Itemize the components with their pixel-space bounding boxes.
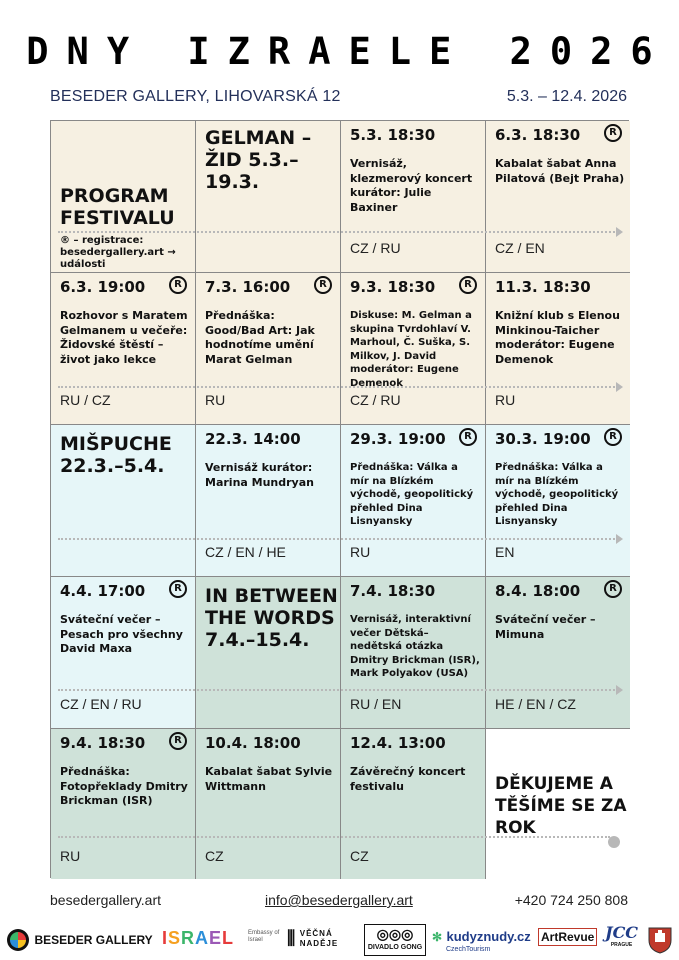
event-language: CZ / EN / RU: [60, 696, 142, 712]
beseder-mark-icon: [6, 928, 30, 952]
israel-logo: ISRAEL: [162, 928, 235, 948]
event-language: HE / EN / CZ: [495, 696, 576, 712]
registration-icon: R: [169, 580, 187, 598]
event-language: CZ / RU: [350, 240, 401, 256]
registration-icon: R: [604, 428, 622, 446]
event-language: CZ / RU: [350, 392, 401, 408]
event-cell: [341, 425, 486, 577]
event-time: 11.3. 18:30: [495, 278, 591, 296]
festival-dates: 5.3. – 12.4. 2026: [506, 88, 627, 105]
email-link[interactable]: info@besedergallery.art: [265, 892, 413, 908]
embassy-logo: Embassy of Israel: [248, 930, 280, 943]
event-time: 6.3. 18:30: [495, 126, 581, 144]
divadlo-gong-logo: ◎◎◎ DIVADLO GONG: [364, 924, 426, 956]
arrow-right-icon: [616, 227, 623, 237]
event-description: Knižní klub s Elenou Minkinou-Taicher moderátor: Eugene Demenok: [495, 309, 620, 366]
venue-address: BESEDER GALLERY, LIHOVARSKÁ 12: [50, 88, 341, 105]
registration-icon: R: [314, 276, 332, 294]
event-description: Sváteční večer – Pesach pro všechny David Maxa: [60, 613, 183, 655]
artrevue-logo: ArtRevue: [538, 928, 597, 946]
event-language: RU: [350, 544, 371, 560]
event-cell: [486, 121, 630, 273]
event-time: 22.3. 14:00: [205, 430, 301, 448]
event-time: 7.4. 18:30: [350, 582, 436, 600]
event-language: RU: [495, 392, 516, 408]
event-cell: [486, 577, 630, 729]
event-description: Přednáška: Válka a mír na Blízkém východě, geopolitický přehled Dina Lisnyansky: [495, 462, 619, 527]
partner-logos: [0, 922, 679, 958]
event-cell: [341, 577, 486, 729]
registration-note: ® – registrace: besedergallery.art → události: [60, 235, 176, 270]
event-description: Rozhovor s Maratem Gelmanem u večeře: Židovské štěstí – život jako lekce: [60, 309, 188, 366]
event-time: 10.4. 18:00: [205, 734, 301, 752]
beseder-logo: BESEDER GALLERY: [6, 928, 153, 952]
arrow-right-icon: [616, 685, 623, 695]
event-language: EN: [495, 544, 515, 560]
event-cell: [486, 425, 630, 577]
event-cell: [341, 273, 486, 425]
event-description: Sváteční večer – Mimuna: [495, 613, 596, 641]
event-description: Přednáška: Fotopřeklady Dmitry Brickman (ISR): [60, 765, 188, 807]
registration-icon: R: [459, 276, 477, 294]
timeline-arrow: [50, 383, 629, 391]
phone-number: +420 724 250 808: [514, 892, 628, 908]
jcc-logo: JCC PRAGUE: [605, 923, 639, 948]
event-time: 7.3. 16:00: [205, 278, 291, 296]
event-language: CZ: [205, 848, 224, 864]
exhibition-cell-gelman: [196, 121, 341, 273]
event-description: Přednáška: Válka a mír na Blízkém východě, geopolitický přehled Dina Lisnyansky: [350, 462, 474, 527]
event-language: RU / CZ: [60, 392, 111, 408]
event-cell: [486, 273, 630, 425]
page-title: DNY IZRAELE 2026: [26, 30, 671, 73]
event-language: CZ / EN / HE: [205, 544, 286, 560]
event-time: 5.3. 18:30: [350, 126, 436, 144]
timeline-arrow: [50, 535, 629, 543]
event-cell: [51, 729, 196, 879]
registration-icon: R: [169, 276, 187, 294]
arrow-right-icon: [616, 534, 623, 544]
timeline-arrow: [50, 686, 629, 694]
thanks-cell: [486, 729, 630, 879]
event-language: CZ: [350, 848, 369, 864]
event-time: 30.3. 19:00: [495, 430, 591, 448]
event-time: 29.3. 19:00: [350, 430, 446, 448]
event-description: Vernisáž, klezmerový koncert kurátor: Julie Baxiner: [350, 157, 473, 214]
exhibition-title: GELMAN – ŽID 5.3.–19.3.: [205, 127, 312, 193]
event-description: Diskuse: M. Gelman a skupina Tvrdohlaví V. Marhoul, Č. Suška, S. Milkov, J. David moderátor: Eugene Demenok: [350, 310, 472, 389]
exhibition-cell-between-words: [196, 577, 341, 729]
gong-mark-icon: ◎◎◎: [376, 926, 414, 942]
arrow-right-icon: [616, 382, 623, 392]
event-cell: [341, 729, 486, 879]
star-icon: ✻: [432, 930, 443, 944]
exhibition-title: MIŠPUCHE 22.3.–5.4.: [60, 433, 172, 477]
event-cell: [51, 577, 196, 729]
event-time: 4.4. 17:00: [60, 582, 146, 600]
event-description: Vernisáž kurátor: Marina Mundryan: [205, 461, 314, 489]
event-language: RU: [205, 392, 226, 408]
registration-icon: R: [604, 580, 622, 598]
event-time: 9.4. 18:30: [60, 734, 146, 752]
event-description: Kabalat šabat Anna Pilatová (Bejt Praha): [495, 157, 625, 185]
program-intro-cell: [51, 121, 196, 273]
event-language: CZ / EN: [495, 240, 545, 256]
event-description: Přednáška: Good/Bad Art: Jak hodnotíme umění Marat Gelman: [205, 309, 315, 366]
thanks-message: DĚKUJEME A TĚŠÍME SE ZA ROK: [495, 774, 627, 838]
event-cell: [51, 273, 196, 425]
registration-icon: R: [604, 124, 622, 142]
event-time: 9.3. 18:30: [350, 278, 436, 296]
event-language: RU: [60, 848, 81, 864]
vecna-nadeje-logo: ⫼ VĚČNÁ NADĚJE: [287, 928, 339, 948]
timeline-line: [50, 833, 610, 841]
event-description: Vernisáž, interaktivní večer Dětská– nedětská otázka Dmitry Brickman (ISR), Mark Polyakov (USA): [350, 614, 480, 679]
event-description: Závěrečný koncert festivalu: [350, 765, 466, 793]
event-cell: [196, 425, 341, 577]
kudyznudy-logo: ✻ kudyznudy.cz CzechTourism: [432, 929, 531, 953]
registration-icon: R: [459, 428, 477, 446]
event-cell: [196, 729, 341, 879]
exhibition-cell-mispuche: [51, 425, 196, 577]
event-time: 12.4. 13:00: [350, 734, 446, 752]
timeline-arrow: [50, 228, 629, 236]
event-time: 8.4. 18:00: [495, 582, 581, 600]
event-time: 6.3. 19:00: [60, 278, 146, 296]
coat-of-arms-icon: [647, 924, 673, 959]
website-link[interactable]: besedergallery.art: [50, 892, 162, 908]
registration-icon: R: [169, 732, 187, 750]
event-language: RU / EN: [350, 696, 402, 712]
event-cell: [341, 121, 486, 273]
exhibition-title: IN BETWEEN THE WORDS 7.4.–15.4.: [205, 585, 338, 651]
program-heading: PROGRAM FESTIVALU: [60, 185, 175, 229]
event-description: Kabalat šabat Sylvie Wittmann: [205, 765, 333, 793]
event-cell: [196, 273, 341, 425]
